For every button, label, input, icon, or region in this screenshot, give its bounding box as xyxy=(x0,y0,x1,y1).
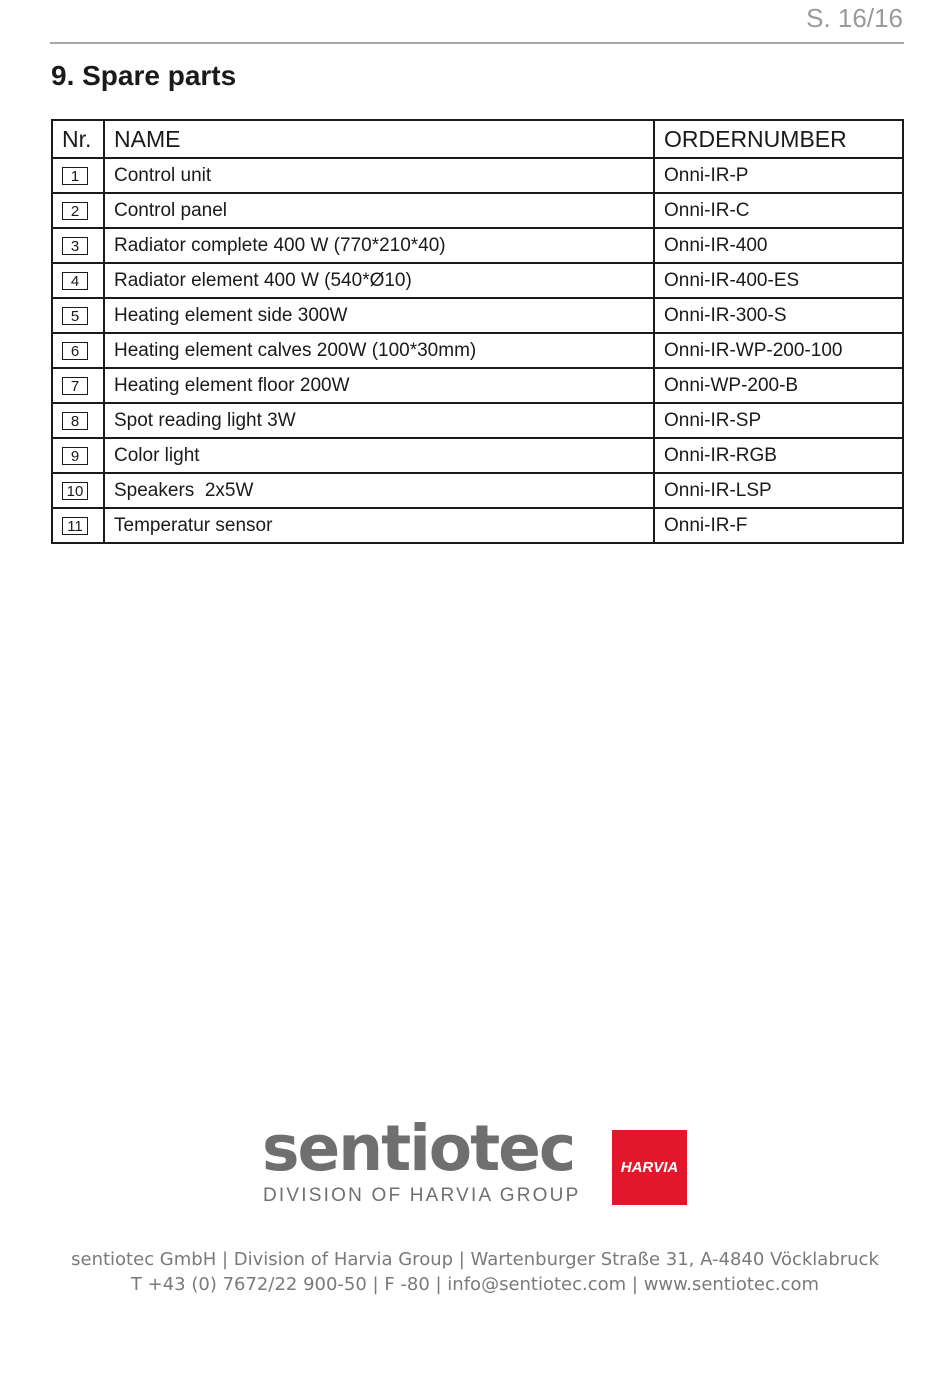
spare-parts-table xyxy=(51,119,904,544)
harvia-badge-text: HARVIA xyxy=(620,1159,679,1176)
part-name-cell: Heating element calves 200W (100*30mm) xyxy=(104,333,654,368)
row-number-cell xyxy=(52,403,104,438)
row-number-cell xyxy=(52,193,104,228)
table-row xyxy=(52,228,903,263)
table-row xyxy=(52,438,903,473)
section-title: 9. Spare parts xyxy=(51,60,237,91)
part-name-cell: Temperatur sensor xyxy=(104,508,654,543)
table-row xyxy=(52,263,903,298)
row-number-box: 3 xyxy=(62,237,88,255)
table-header-row xyxy=(52,120,903,158)
part-name-cell: Color light xyxy=(104,438,654,473)
row-number-box: 10 xyxy=(62,482,88,500)
row-number-box: 4 xyxy=(62,272,88,290)
row-number-cell xyxy=(52,228,104,263)
column-header-ordernumber: ORDERNUMBER xyxy=(654,120,903,158)
footer-address: sentiotec GmbH | Division of Harvia Group | Wartenburger Straße 31, A-4840 Vöcklabruck xyxy=(71,1249,879,1270)
row-number-box: 8 xyxy=(62,412,88,430)
row-number-box: 1 xyxy=(62,167,88,185)
part-name-cell: Radiator complete 400 W (770*210*40) xyxy=(104,228,654,263)
row-number-box: 6 xyxy=(62,342,88,360)
footer-contact: T +43 (0) 7672/22 900-50 | F -80 | info@sentiotec.com | www.sentiotec.com xyxy=(130,1274,820,1295)
order-number-cell: Onni-IR-SP xyxy=(654,403,903,438)
part-name-cell: Heating element side 300W xyxy=(104,298,654,333)
order-number-cell: Onni-IR-400-ES xyxy=(654,263,903,298)
column-header-name: NAME xyxy=(104,120,654,158)
row-number-cell xyxy=(52,263,104,298)
order-number-cell: Onni-IR-LSP xyxy=(654,473,903,508)
table-row xyxy=(52,473,903,508)
table-row xyxy=(52,403,903,438)
logo-wordmark: sentiotec xyxy=(262,1112,575,1185)
part-name-cell: Radiator element 400 W (540*Ø10) xyxy=(104,263,654,298)
order-number-cell: Onni-WP-200-B xyxy=(654,368,903,403)
header-divider xyxy=(50,42,904,44)
row-number-cell xyxy=(52,298,104,333)
part-name-cell: Control panel xyxy=(104,193,654,228)
table-row xyxy=(52,368,903,403)
column-header-nr: Nr. xyxy=(52,120,104,158)
order-number-cell: Onni-IR-300-S xyxy=(654,298,903,333)
order-number-cell: Onni-IR-P xyxy=(654,158,903,193)
table-body xyxy=(52,158,903,543)
row-number-cell xyxy=(52,473,104,508)
row-number-cell xyxy=(52,438,104,473)
logo-subtitle: DIVISION OF HARVIA GROUP xyxy=(263,1185,581,1206)
row-number-cell xyxy=(52,508,104,543)
part-name-cell: Control unit xyxy=(104,158,654,193)
order-number-cell: Onni-IR-RGB xyxy=(654,438,903,473)
row-number-cell xyxy=(52,368,104,403)
order-number-cell: Onni-IR-C xyxy=(654,193,903,228)
row-number-cell xyxy=(52,333,104,368)
order-number-cell: Onni-IR-400 xyxy=(654,228,903,263)
table-row xyxy=(52,158,903,193)
part-name-cell: Heating element floor 200W xyxy=(104,368,654,403)
part-name-cell: Spot reading light 3W xyxy=(104,403,654,438)
order-number-cell: Onni-IR-WP-200-100 xyxy=(654,333,903,368)
harvia-badge xyxy=(612,1130,687,1205)
row-number-cell xyxy=(52,158,104,193)
table-row xyxy=(52,333,903,368)
row-number-box: 11 xyxy=(62,517,88,535)
page-number: S. 16/16 xyxy=(806,3,903,33)
row-number-box: 9 xyxy=(62,447,88,465)
table-row xyxy=(52,508,903,543)
table-row xyxy=(52,298,903,333)
row-number-box: 2 xyxy=(62,202,88,220)
table-row xyxy=(52,193,903,228)
order-number-cell: Onni-IR-F xyxy=(654,508,903,543)
row-number-box: 7 xyxy=(62,377,88,395)
part-name-cell: Speakers 2x5W xyxy=(104,473,654,508)
sentiotec-logo xyxy=(262,1112,688,1210)
row-number-box: 5 xyxy=(62,307,88,325)
